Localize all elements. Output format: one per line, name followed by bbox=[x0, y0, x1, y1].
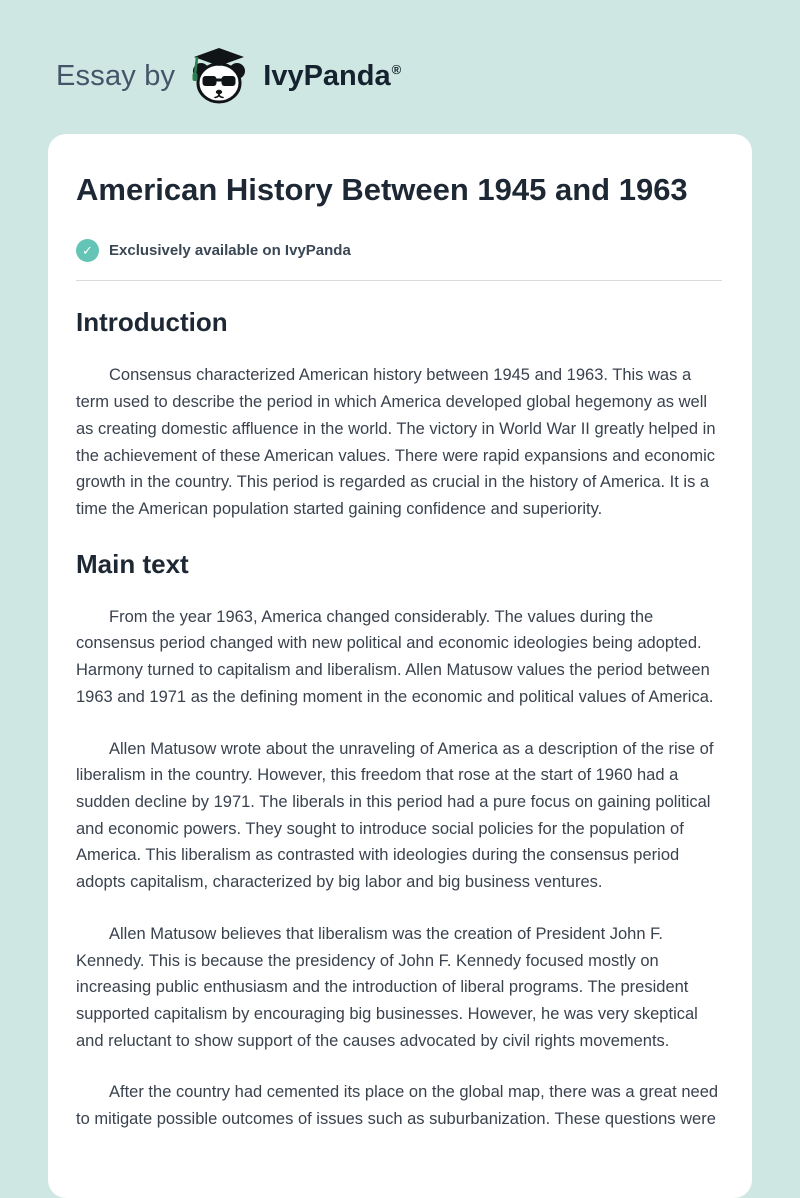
essay-card bbox=[48, 134, 752, 1198]
essay-title: American History Between 1945 and 1963 bbox=[76, 172, 688, 207]
main-text-paragraph-2: Allen Matusow wrote about the unraveling of America as a description of the rise of liberalism in the country. However, this freedom that rose at the start of 1960 had a sudden decline by 1971. The liberals in this period had a pure focus on gaining political and economic powers. They sought to introduce social policies for the population of America. This liberalism as contrasted with ideologies during the consensus period adopts capitalism, characterized by big labor and big business ventures. bbox=[76, 739, 714, 892]
main-text-paragraph-3: Allen Matusow believes that liberalism was the creation of President John F. Kennedy. This is because the presidency of John F. Kennedy focused mostly on increasing public enthusiasm and the introduction of liberal programs. The president supported capitalism by encouraging big businesses. However, he was very skeptical and reluctant to show support of the causes advocated by civil rights movements. bbox=[76, 924, 698, 1050]
section-heading-main-text: Main text bbox=[76, 548, 189, 579]
main-text-paragraph-1: From the year 1963, America changed considerably. The values during the consensus period changed with new political and economic ideologies being adopted. Harmony turned to capitalism and liberalism. Allen Matusow values the period between 1963 and 1971 as the defining moment in the economic and political values of America. bbox=[76, 607, 714, 706]
brand-text: IvyPanda bbox=[263, 59, 391, 92]
registered-mark: ® bbox=[391, 61, 402, 77]
ivypanda-logo-icon bbox=[188, 47, 250, 105]
check-icon: ✓ bbox=[76, 239, 99, 262]
divider bbox=[76, 280, 722, 281]
availability-badge bbox=[76, 239, 722, 262]
availability-label: Exclusively available on IvyPanda bbox=[109, 242, 351, 260]
main-text-paragraph-4: After the country had cemented its place on the global map, there was a great need to mitigate possible outcomes of issues such as suburbanization. These questions were bbox=[76, 1083, 719, 1129]
site-header bbox=[0, 0, 800, 112]
introduction-paragraph: Consensus characterized American history between 1945 and 1963. This was a term used to describe the period in which America developed global hegemony as well as creating domestic affluence in the world. The victory in World War II greatly helped in the achievement of these American values. There were rapid expansions and economic growth in the country. This period is regarded as crucial in the history of America. It is a time the American population started gaining confidence and superiority. bbox=[76, 366, 716, 518]
essay-by-label: Essay by bbox=[56, 59, 176, 92]
brand-name bbox=[263, 60, 401, 93]
section-heading-introduction: Introduction bbox=[76, 307, 228, 338]
